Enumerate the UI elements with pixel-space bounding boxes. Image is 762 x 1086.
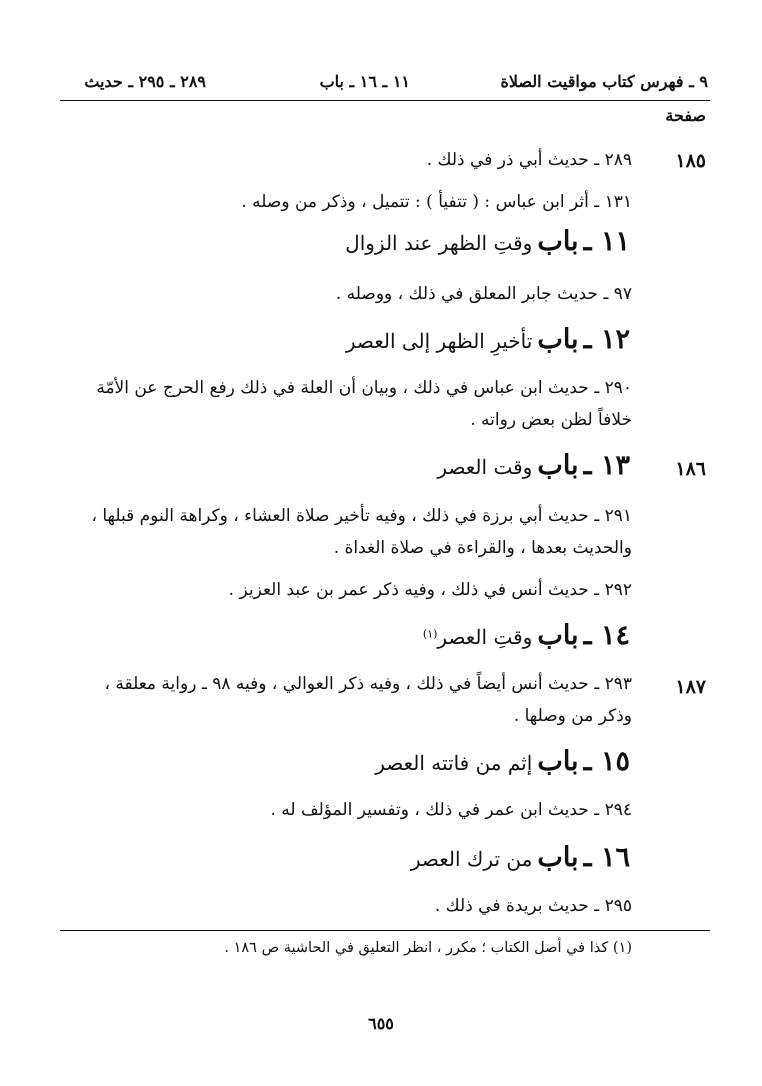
hadith-entry-line: ٢٩٣ ـ حديث أنس أيضاً في ذلك ، وفيه ذكر العوالي ، وفيه ٩٨ ـ رواية معلقة ، <box>104 674 632 694</box>
hadith-entry-line: ٢٩١ ـ حديث أبي برزة في ذلك ، وفيه تأخير صلاة العشاء ، وكراهة النوم قبلها ، <box>91 506 632 526</box>
footnote: (١) كذا في أصل الكتاب ؛ مكرر ، انظر التعليق في الحاشية ص ١٨٦ . <box>224 940 632 956</box>
page-number: ٦٥٥ <box>368 1014 394 1033</box>
page-column-label: صفحة <box>665 106 706 125</box>
chapter-word: باب <box>537 450 579 481</box>
hadith-entry: ٩٧ ـ حديث جابر المعلق في ذلك ، ووصله . <box>335 284 632 304</box>
hadith-entry: ٢٨٩ ـ حديث أبي ذر في ذلك . <box>426 150 632 170</box>
chapter-number: ١٤ ـ <box>583 620 630 651</box>
chapter-word: باب <box>537 324 579 355</box>
hadith-entry: ٢٩٥ ـ حديث بريدة في ذلك . <box>434 896 632 916</box>
hadith-entry-line: خلافاً لظن بعض رواته . <box>470 410 632 430</box>
header-rule <box>60 100 710 101</box>
hadith-entry-line: وذكر من وصلها . <box>513 706 632 726</box>
chapter-heading <box>345 226 630 257</box>
hadith-entry-line: ٢٩٠ ـ حديث ابن عباس في ذلك ، وبيان أن العلة في ذلك رفع الحرج عن الأمّة <box>96 378 632 398</box>
chapter-word: باب <box>537 746 579 777</box>
hadith-entry-line: والحديث بعدها ، والقراءة في صلاة الغداة . <box>333 538 632 558</box>
page-ref: ١٨٧ <box>675 676 706 698</box>
hadith-entry: ٢٩٤ ـ حديث ابن عمر في ذلك ، وتفسير المؤلف له . <box>270 800 632 820</box>
footnote-marker: (١) <box>422 627 438 641</box>
hadith-entry: ٢٩٢ ـ حديث أنس في ذلك ، وفيه ذكر عمر بن عبد العزيز . <box>228 580 632 600</box>
chapter-word: باب <box>537 226 579 257</box>
chapter-title: إثم من فاتته العصر <box>375 751 533 775</box>
chapter-number: ١٥ ـ <box>583 746 630 777</box>
chapter-title: وقت العصر <box>437 455 533 479</box>
header-hadith-range: ٢٨٩ ـ ٢٩٥ ـ حديث <box>84 72 206 91</box>
chapter-title: وقتِ العصر <box>437 625 533 649</box>
chapter-heading <box>346 324 630 355</box>
chapter-number: ١٣ ـ <box>583 450 630 481</box>
chapter-title: وقتِ الظهر عند الزوال <box>345 231 533 255</box>
chapter-number: ١١ ـ <box>583 226 630 257</box>
chapter-heading <box>411 842 630 873</box>
chapter-heading <box>437 450 630 481</box>
header-title: ٩ ـ فهرس كتاب مواقيت الصلاة <box>500 72 708 91</box>
chapter-number: ١٢ ـ <box>583 324 630 355</box>
chapter-title: من ترك العصر <box>410 847 533 871</box>
page-ref: ١٨٦ <box>675 458 706 480</box>
athar-entry: ١٣١ ـ أثر ابن عباس : ( تتفيأ ) : تتميل ، وذكر من وصله . <box>241 192 632 212</box>
chapter-heading <box>375 746 630 777</box>
chapter-heading <box>423 620 630 651</box>
chapter-word: باب <box>537 842 579 873</box>
page-ref: ١٨٥ <box>675 150 706 172</box>
chapter-number: ١٦ ـ <box>583 842 630 873</box>
footnote-rule <box>60 930 710 931</box>
chapter-title: تأخيرِ الظهر إلى العصر <box>345 329 533 353</box>
chapter-word: باب <box>537 620 579 651</box>
header-chapter-range: ١١ ـ ١٦ ـ باب <box>319 72 410 91</box>
